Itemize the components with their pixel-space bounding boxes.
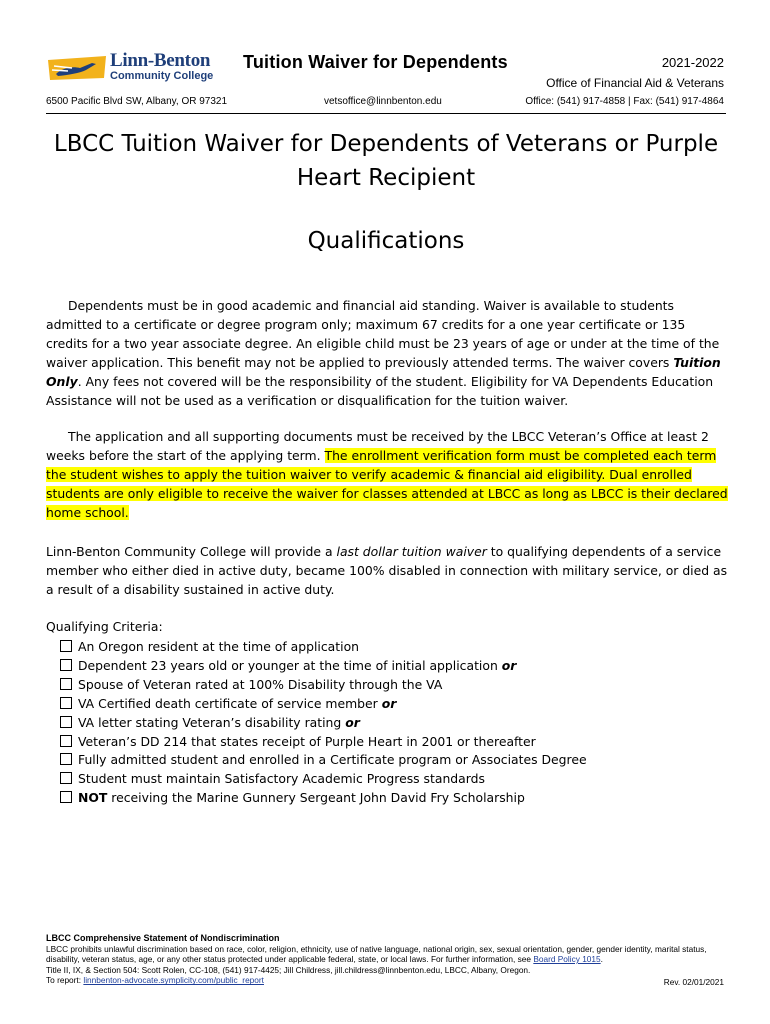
checkbox[interactable]: [60, 678, 72, 690]
header-divider: [46, 113, 726, 114]
criteria-item: VA letter stating Veteran’s disability rating or: [60, 714, 587, 733]
college-logo: [46, 50, 236, 86]
para3-text-end: to qualifying dependents of a service member who either died in active duty, became 100% disabled in connection with military service, or died as a result of a disability sustained in active duty.: [46, 544, 728, 597]
criteria-item: Student must maintain Satisfactory Academic Progress standards: [60, 770, 587, 789]
highlighted-requirement: The enrollment verification form must be completed each term the student wishes to apply the tuition waiver to verify academic & financial aid eligibility. Dual enrolled students are only eligible to receive the waiver for classes attended at LBCC as long as LBCC is their declared home school.: [46, 447, 728, 520]
para1-text: Dependents must be in good academic and financial aid standing. Waiver is available to students admitted to a certificate or degree program only; maximum 67 credits for a one year certificate or 135 credits for a two year associate degree. An eligible child must be 23 years of age or under at the time of the waiver application. This benefit may not be applied to previously attended terms. The waiver covers: [46, 298, 720, 370]
email: vetsoffice@linnbenton.edu: [324, 96, 442, 107]
criteria-item: Dependent 23 years old or younger at the time of initial application or: [60, 657, 587, 676]
address: 6500 Pacific Blvd SW, Albany, OR 97321: [46, 96, 228, 107]
checkbox[interactable]: [60, 772, 72, 784]
criteria-item: Spouse of Veteran rated at 100% Disability through the VA: [60, 676, 587, 695]
criteria-item: An Oregon resident at the time of application: [60, 638, 587, 657]
revision-date: Rev. 02/01/2021: [663, 977, 724, 987]
title-line-2: Heart Recipient: [296, 165, 476, 191]
phone-fax: Office: (541) 917-4858 | Fax: (541) 917-4864: [525, 96, 724, 107]
footer-heading: LBCC Comprehensive Statement of Nondiscrimination: [46, 933, 280, 943]
board-policy-link[interactable]: Board Policy 1015: [533, 954, 601, 965]
report-link[interactable]: linnbenton-advocate.symplicity.com/public_report: [83, 975, 264, 986]
checkbox[interactable]: [60, 697, 72, 709]
checkbox[interactable]: [60, 659, 72, 671]
criteria-item: VA Certified death certificate of service member or: [60, 695, 587, 714]
footer-text: LBCC prohibits unlawful discrimination based on race, color, religion, ethnicity, use of native language, national origin, sex, sexual orientation, gender, gender identity, marital status, disability, veteran status, age, or any other status protected under applicable federal, state, or local laws. For further information, see: [46, 943, 707, 965]
nondiscrimination-statement: LBCC Comprehensive Statement of Nondiscrimination LBCC prohibits unlawful discrimination based on race, color, religion, ethnicity, use of native language, national origin, sex, sexual orientation, gender, gender identity, marital status, disability, veteran status, age, or any other status protected under applicable federal, state, or local laws. For further information, see Board Policy 1015. Title II, IX, & Section 504: Scott Rolen, CC-108, (541) 917-4425; Jill Childress, jill.childress@linnbenton.edu, LBCC, Albany, Oregon. To report: linnbenton-advocate.symplicity.com/public_report: [46, 933, 707, 986]
report-label: To report:: [46, 975, 84, 986]
criteria-item: NOT receiving the Marine Gunnery Sergeant John David Fry Scholarship: [60, 789, 587, 808]
checkbox[interactable]: [60, 716, 72, 728]
tuition-only-emphasis: Tuition Only: [46, 354, 721, 389]
title-ix-contacts: Title II, IX, & Section 504: Scott Rolen, CC-108, (541) 917-4425; Jill Childress, jill.childress@linnbenton.edu, LBCC, Albany, Oregon.: [46, 964, 531, 975]
para1-text-end: . Any fees not covered will be the responsibility of the student. Eligibility for VA Dependents Education Assistance will not be used as a verification or disqualification for the tuition waiver.: [46, 373, 714, 408]
criteria-list: [60, 638, 587, 808]
deadline-paragraph: [46, 428, 730, 523]
para2-text: The application and all supporting documents must be received by the LBCC Veteran’s Office at least 2 weeks before the start of the applying term.: [46, 429, 709, 463]
roadrunner-logo-icon: [46, 54, 108, 82]
criteria-item: Veteran’s DD 214 that states receipt of Purple Heart in 2001 or thereafter: [60, 733, 587, 752]
section-heading: Qualifications: [307, 228, 465, 254]
criteria-item: Fully admitted student and enrolled in a Certificate program or Associates Degree: [60, 751, 587, 770]
document-title: [46, 127, 726, 195]
para3-text: Linn-Benton Community College will provide a: [46, 544, 337, 559]
title-line-1: LBCC Tuition Waiver for Dependents of Veterans or Purple: [53, 131, 719, 157]
last-dollar-emphasis: last dollar tuition waiver: [336, 544, 487, 559]
office-name: Office of Financial Aid & Veterans: [546, 76, 724, 90]
checkbox[interactable]: [60, 640, 72, 652]
checkbox[interactable]: [60, 753, 72, 765]
academic-year: 2021-2022: [661, 55, 724, 70]
eligibility-paragraph: [46, 297, 730, 410]
checkbox[interactable]: [60, 735, 72, 747]
checkbox[interactable]: [60, 791, 72, 803]
logo-name: Linn-Benton: [110, 50, 211, 71]
logo-subtitle: Community College: [110, 70, 214, 82]
waiver-description-paragraph: [46, 543, 730, 600]
form-title: Tuition Waiver for Dependents: [243, 52, 508, 72]
criteria-heading: Qualifying Criteria:: [46, 619, 163, 634]
